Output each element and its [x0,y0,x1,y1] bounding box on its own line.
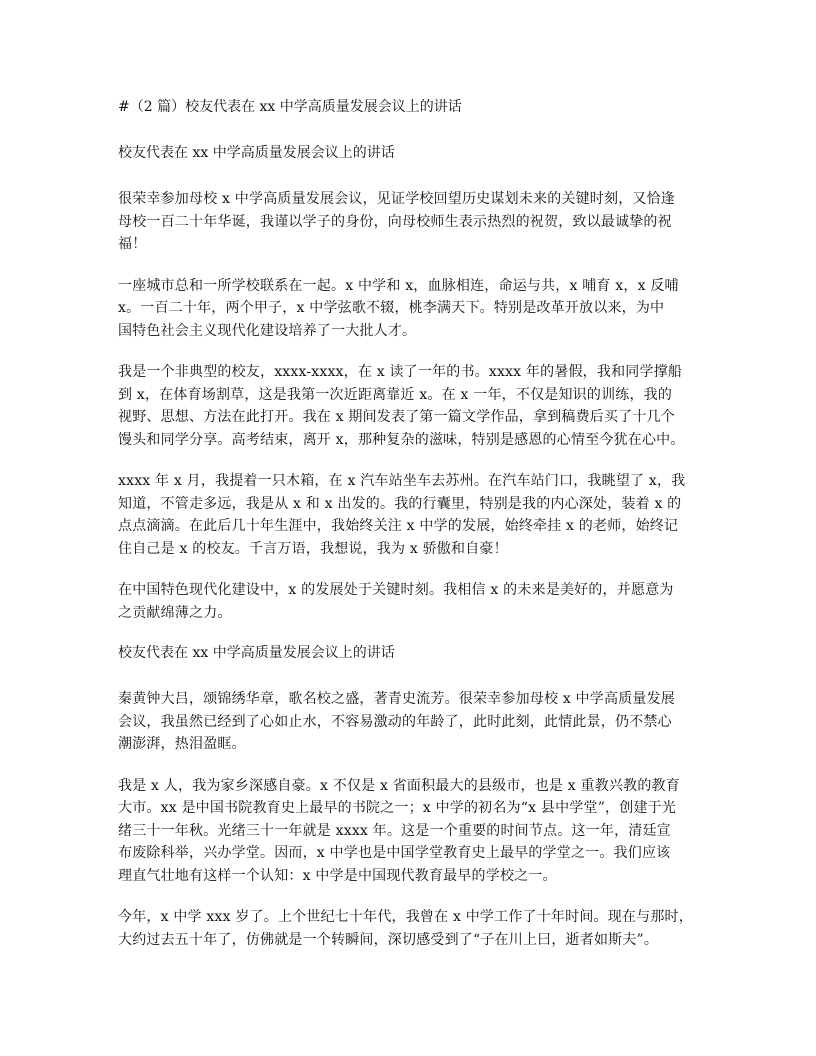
paragraph-line: x。一百二十年，两个甲子，x 中学弦歌不辍，桃李满天下。特别是改革开放以来，为中 [118,300,665,316]
paragraph [118,188,702,256]
paragraph [118,470,702,560]
paragraph-line: 知道，不管走多远，我是从 x 和 x 出发的。我的行囊里，特别是我的内心深处，装着 x 的 [118,495,682,512]
section-body [118,688,702,951]
paragraph-line: 国特色社会主义现代化建设培养了一大批人才。 [118,322,417,339]
section-title: 校友代表在 xx 中学高质量发展会议上的讲话 [118,145,395,161]
paragraph-line: 今年，x 中学 xxx 岁了。上个世纪七十年代，我曾在 x 中学工作了十年时间。现在与那时， [118,909,693,925]
paragraph-line: 一座城市总和一所学校联系在一起。x 中学和 x，血脉相连，命运与共，x 哺育 x，x 反哺 [118,277,679,294]
section-body [118,188,702,624]
paragraph-line: 母校一百二十年华诞，我谨以学子的身份，向母校师生表示热烈的祝贺，致以最诚挚的祝 [118,213,672,230]
paragraph-line: 我是一个非典型的校友，xxxx-xxxx，在 x 读了一年的书。xxxx 年的暑假，我和同学撑船 [118,364,683,380]
paragraph-line: 点点滴滴。在此后几十年生涯中，我始终关注 x 中学的发展，始终牵挂 x 的老师，始终记 [118,518,679,534]
paragraph-line: 住自己是 x 的校友。千言万语，我想说，我为 x 骄傲和自豪！ [118,540,508,557]
paragraph-line: 福！ [118,236,147,252]
paragraph-line: 馒头和同学分享。高考结束，离开 x，那种复杂的滋味，特别是感恩的心情至今犹在心中。 [118,431,685,448]
paragraph-line: 视野、思想、方法在此打开。我在 x 期间发表了第一篇文学作品，拿到稿费后买了十几个 [118,409,675,425]
paragraph [118,688,702,756]
paragraph [118,775,702,888]
paragraph-line: 会议，我虽然已经到了心如止水，不容易激动的年龄了，此时此刻，此情此景，仍不禁心 [118,713,672,730]
paragraph-line: 秦黄钟大吕，颂锦绣华章，歌名校之盛，著青史流芳。很荣幸参加母校 x 中学高质量发展 [118,691,675,707]
paragraph-line: xxxx 年 x 月，我提着一只木箱，在 x 汽车站坐车去苏州。在汽车站门口，我眺望了 x，我 [118,473,686,489]
paragraph-line: 大约过去五十年了，仿佛就是一个转瞬间，深切感受到了“子在川上曰，逝者如斯夫”。 [118,931,659,948]
paragraph-line: 在中国特色现代化建设中，x 的发展处于关键时刻。我相信 x 的未来是美好的，并愿意为 [118,582,674,598]
paragraph-line: 之贡献绵薄之力。 [118,604,232,621]
section-title: 校友代表在 xx 中学高质量发展会议上的讲话 [118,645,395,661]
paragraph-line: 很荣幸参加母校 x 中学高质量发展会议，见证学校回望历史谋划未来的关键时刻，又恰逢 [118,191,675,207]
paragraph-line: 绪三十一年秋。光绪三十一年就是 xxxx 年。这是一个重要的时间节点。这一年，清廷宣 [118,822,671,839]
paragraph-line: 理直气壮地有这样一个认知：x 中学是中国现代教育最早的学校之一。 [118,867,557,884]
paragraph-line: 潮澎湃，热泪盈眶。 [118,736,246,752]
paragraph [118,579,702,624]
document-title: #（2 篇）校友代表在 xx 中学高质量发展会议上的讲话 [118,99,462,115]
paragraph-line: 我是 x 人，我为家乡深感自豪。x 不仅是 x 省面积最大的县级市，也是 x 重教兴教的教育 [118,777,680,794]
paragraph-line: 布废除科举，兴办学堂。因而，x 中学也是中国学堂教育史上最早的学堂之一。我们应该 [118,845,671,861]
paragraph [118,906,702,951]
document-page [118,96,702,970]
paragraph-line: 大市。xx 是中国书院教育史上最早的书院之一；x 中学的初名为“x 县中学堂”，创建于光 [118,800,677,816]
paragraph [118,361,702,451]
paragraph [118,275,702,343]
paragraph-line: 到 x，在体育场割草，这是我第一次近距离靠近 x。在 x 一年，不仅是知识的训练，我的 [118,386,673,403]
